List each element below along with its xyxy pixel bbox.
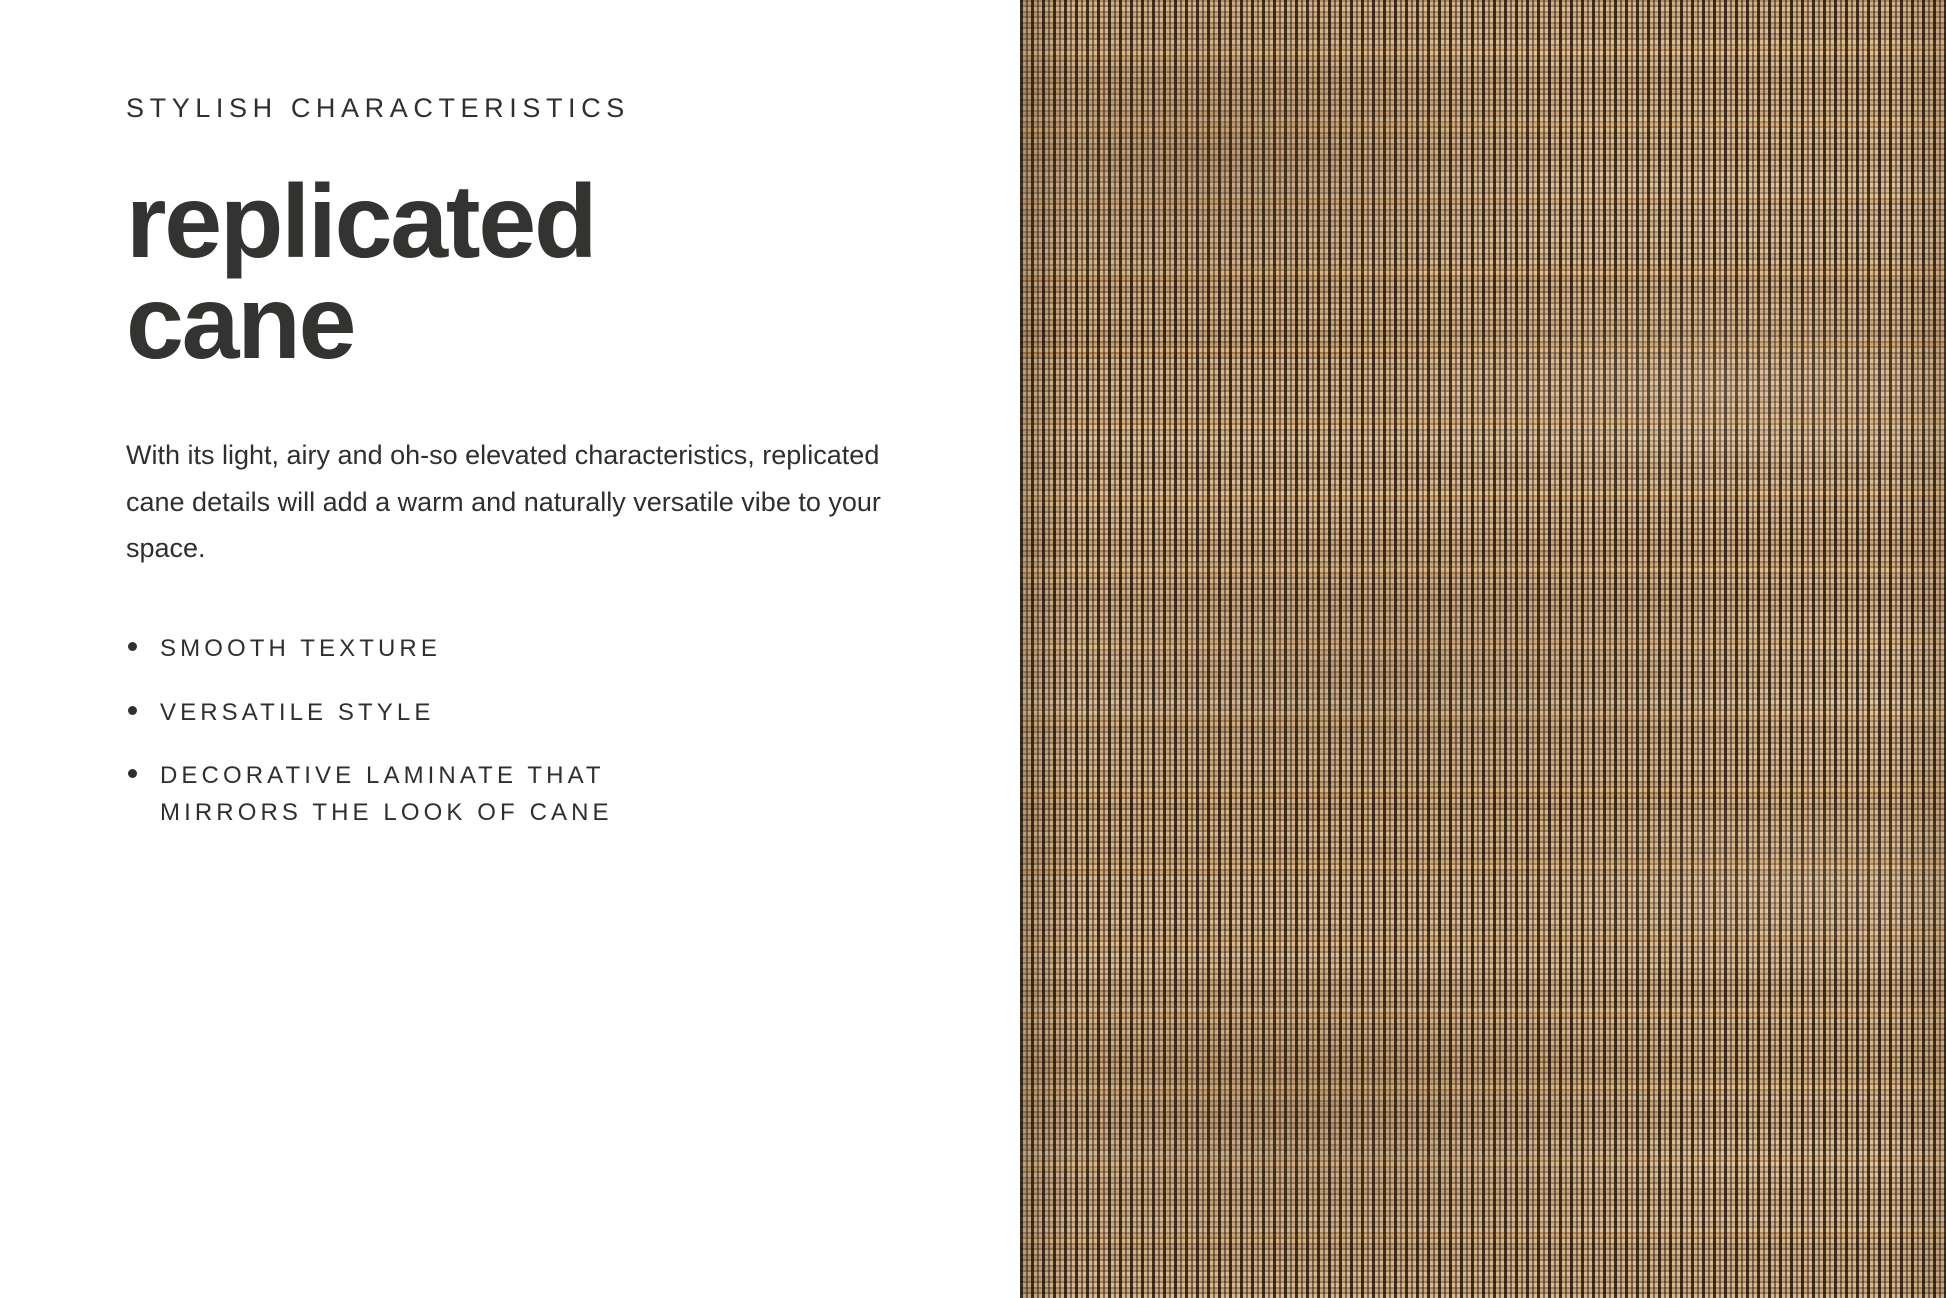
woven-cane-pattern xyxy=(1020,0,1946,1298)
list-item xyxy=(160,633,920,664)
cane-vignette-layer xyxy=(1020,0,1946,1298)
bullet-icon xyxy=(128,706,137,715)
list-item-label: VERSATILE STYLE xyxy=(160,698,435,726)
list-item-label: DECORATIVE LAMINATE THAT xyxy=(160,761,605,789)
list-item xyxy=(160,760,920,828)
list-item-label-second-line: MIRRORS THE LOOK OF CANE xyxy=(160,799,613,827)
page-title-line-2: cane xyxy=(126,265,355,382)
body-paragraph: With its light, airy and oh-so elevated characteristics, replicated cane details will add a warm and naturally versatile vibe to your space. xyxy=(126,440,881,564)
page-title xyxy=(126,164,746,382)
page-title-line-1: replicated xyxy=(126,164,596,281)
feature-list xyxy=(126,633,920,828)
eyebrow-label: STYLISH CHARACTERISTICS xyxy=(126,93,630,123)
list-item xyxy=(160,697,920,728)
list-item-label: SMOOTH TEXTURE xyxy=(160,635,441,663)
bullet-icon xyxy=(128,642,137,651)
cane-texture-image xyxy=(1020,0,1946,1298)
bullet-icon xyxy=(128,769,137,778)
